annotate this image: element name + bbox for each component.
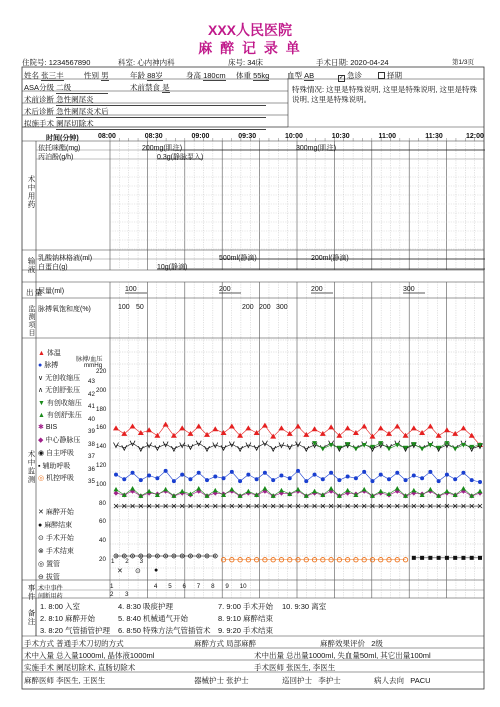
pulse-point	[437, 479, 441, 483]
elective-checkbox[interactable]: 择期	[378, 70, 402, 81]
marker-anes-end: ●	[154, 567, 159, 574]
timeline-label: 时间(分钟)	[46, 135, 79, 142]
pulse-point	[420, 476, 424, 480]
asa-grade: ASA分级 二级	[24, 82, 108, 94]
legend-op-end: ⊗ 手术结束	[38, 548, 74, 555]
temp-point	[130, 424, 136, 429]
med-propofol-dose: 0.3g(静脉泵入)	[157, 154, 204, 161]
pulse-point	[114, 473, 118, 477]
sbp-i-point	[345, 488, 350, 493]
assist-point	[437, 556, 441, 560]
bp-axis-tick: 20	[99, 556, 106, 563]
timeline-tick: 10:00	[285, 133, 303, 140]
pulse-point	[172, 479, 176, 483]
fluid-ringer: 乳酸钠林格液(ml)	[38, 255, 93, 262]
pulse-point	[255, 477, 259, 481]
pre-diagnosis: 术前诊断 急性阑尾炎	[24, 94, 266, 106]
spont-point-dot	[165, 555, 167, 557]
event-marker: 8	[211, 583, 215, 590]
sbp-i-point	[262, 486, 267, 491]
pulse-point	[197, 471, 201, 475]
sbp-i-point	[229, 487, 234, 492]
temp-point	[221, 430, 227, 435]
events-interval: 间断用药	[38, 593, 63, 600]
pulse-point	[362, 470, 366, 474]
spo2-value-5: 300	[276, 304, 288, 311]
events-num-3: 3	[125, 591, 129, 598]
pulse-point	[147, 474, 151, 478]
timeline-tick: 11:00	[378, 133, 397, 140]
footer-surgeon: 手术医师 张医生, 李医生	[254, 663, 336, 672]
event-marker: 3	[139, 558, 144, 565]
assist-point	[470, 556, 474, 560]
med-etomidate-dose1: 200mg(肌注)	[142, 145, 183, 152]
med-etomidate: 依托咪酯(mg)	[38, 145, 81, 152]
blood-type: 血型 AB	[287, 71, 315, 80]
dbp-i-point	[387, 447, 392, 452]
pulse-point	[304, 479, 308, 483]
temp-point	[411, 425, 417, 430]
pulse-point	[222, 476, 226, 480]
legend-extub: ⊖ 拔管	[38, 574, 60, 581]
sbp-i-point	[296, 487, 301, 492]
legend-intub: ◎ 置管	[38, 561, 61, 568]
sbp-i-point	[387, 492, 392, 497]
temp-point	[452, 431, 458, 436]
pulse-point	[412, 474, 416, 478]
temp-point	[444, 427, 450, 432]
emergency-checkbox[interactable]: ✓ 急诊	[339, 71, 362, 81]
record-title: 麻 醉 记 录 单	[198, 40, 302, 56]
sbp-i-point	[130, 486, 135, 491]
marker-op-start: ⊙	[135, 568, 141, 575]
post-diagnosis: 术后诊断 急性阑尾炎术后	[24, 106, 266, 118]
section-remarks: 备注	[27, 609, 36, 626]
urine-value-3: 200	[311, 286, 323, 293]
section-events: 事件	[27, 584, 36, 601]
bp-axis-tick: 80	[99, 499, 106, 507]
legend-bis: ✱ BIS	[38, 424, 58, 431]
pulse-point	[139, 478, 143, 482]
assist-point	[412, 556, 416, 560]
hospital-name: XXX人民医院	[207, 22, 292, 38]
admission-no: 住院号: 1234567890	[22, 58, 91, 67]
section-output: 出量	[26, 288, 43, 297]
footer-output: 术中出量 总出量1000ml, 失血量50ml, 其它出量100ml	[254, 651, 431, 660]
footer-intake: 术中入量 总入量1000ml, 晶体液1000ml	[24, 651, 155, 660]
temp-axis-tick: 36	[88, 465, 95, 473]
footer-inst-nurse: 器械护士 张护士	[194, 676, 249, 685]
med-propofol: 丙泊酚(g/h)	[38, 154, 74, 161]
special-notes: 特殊情况: 这里是特殊说明, 这里是特殊说明, 这里是特殊说明, 这里是特殊说明。	[292, 85, 478, 104]
sbp-i-point	[478, 489, 483, 494]
sbp-i-point	[279, 488, 284, 493]
pulse-point	[428, 470, 432, 474]
timeline-tick: 11:30	[425, 133, 443, 140]
fluid-ringer-dose2: 200ml(静滴)	[311, 255, 349, 262]
remark-item: 7. 9:00 手术开始	[218, 602, 274, 611]
pulse-point	[404, 478, 408, 482]
temp-point	[345, 425, 351, 430]
pulse-point	[230, 470, 234, 474]
surgery-date: 手术日期: 2020-04-24	[316, 58, 389, 67]
temp-axis-tick: 38	[88, 440, 95, 448]
temp-point	[229, 424, 235, 429]
dbp-i-point	[329, 443, 334, 448]
temp-point	[295, 424, 301, 429]
timeline-tick: 08:30	[144, 133, 163, 140]
footer-actual: 实施手术 阑尾切除术, 直肠切除术	[24, 663, 136, 672]
remark-item: 2. 8:10 麻醉开始	[40, 614, 96, 623]
event-marker: 9	[225, 583, 229, 590]
pulse-point	[395, 471, 399, 475]
pulse-point	[387, 477, 391, 481]
patient-sex: 性别 男	[84, 71, 109, 80]
temp-point	[320, 431, 326, 436]
assist-point	[478, 556, 482, 560]
footer-method: 手术方式 普通手术刀切的方式	[24, 639, 124, 648]
timeline-tick: 10:30	[331, 133, 350, 140]
pulse-point	[321, 477, 325, 481]
planned-surgery: 拟施手术 阑尾切除术	[24, 118, 266, 130]
temp-point	[154, 433, 160, 438]
event-marker: 2	[125, 558, 129, 565]
temp-point	[328, 424, 334, 429]
pulse-point	[155, 476, 159, 480]
temp-axis-tick: 37	[88, 453, 95, 460]
legend-assist: ▪ 辅助呼吸	[38, 463, 71, 470]
sbp-i-point	[411, 488, 416, 493]
urine-label: 尿量(ml)	[38, 288, 65, 295]
sbp-i-point	[180, 489, 185, 494]
legend-spont: ◉ 自主呼吸	[38, 450, 75, 457]
section-infusion: 输液	[27, 257, 36, 274]
sbp-i-point	[378, 489, 383, 494]
sbp-i-point	[362, 487, 367, 492]
footer-circ-nurse: 巡回护士 李护士	[282, 676, 341, 685]
temp-point	[394, 424, 400, 429]
events-intraop: 术中事件	[38, 585, 63, 592]
page-number: 第1/3页	[452, 59, 475, 66]
patient-height: 身高 180cm	[186, 71, 226, 80]
event-marker: 7	[196, 583, 201, 590]
pulse-point	[337, 478, 341, 482]
pulse-point	[379, 473, 383, 477]
spo2-value-4: 200	[259, 304, 271, 311]
sbp-i-point	[461, 486, 466, 491]
dbp-i-point	[395, 443, 400, 448]
sbp-i-point	[428, 487, 433, 492]
legend-cvp: ◆ 中心静脉压	[38, 437, 81, 444]
temp-point	[361, 424, 367, 429]
spont-point-dot	[140, 555, 142, 557]
pulse-point	[478, 480, 482, 484]
pulse-point	[370, 479, 374, 483]
assist-point	[461, 556, 465, 560]
temp-point	[460, 425, 466, 430]
assist-point	[428, 556, 432, 560]
temp-point	[278, 425, 284, 430]
bp-axis-tick: 220	[96, 368, 107, 375]
temp-point	[427, 424, 433, 429]
patient-age: 年龄 88岁	[130, 71, 163, 80]
urine-value-2: 200	[219, 286, 231, 293]
spo2-value-1: 100	[118, 304, 130, 311]
footer-eval: 麻醉效果评价 2级	[320, 639, 383, 648]
footer-anes-dr: 麻醉医师 李医生, 王医生	[24, 676, 106, 685]
sbp-i-point	[213, 488, 218, 493]
temp-point	[212, 426, 218, 431]
temp-axis-tick: 35	[88, 478, 95, 485]
sbp-i-point	[246, 489, 251, 494]
pulse-point	[246, 473, 250, 477]
pulse-point	[122, 477, 126, 481]
sbp-i-point	[196, 486, 201, 491]
spont-point-dot	[148, 555, 150, 557]
spont-point-dot	[214, 555, 216, 557]
section-medication: 术中用药	[27, 175, 36, 209]
bp-axis-tick: 160	[96, 424, 107, 432]
bp-axis-tick: 60	[99, 518, 106, 526]
spont-point-dot	[181, 555, 183, 557]
sbp-i-point	[163, 487, 168, 492]
med-etomidate-dose2: 300mg(肌注)	[296, 145, 337, 152]
legend-unit: mmHg	[84, 362, 103, 369]
legend-anes-end: ● 麻醉结束	[38, 522, 73, 529]
pulse-point	[213, 474, 217, 478]
spont-point-dot	[190, 555, 192, 557]
remark-item: 1. 8:00 入室	[40, 602, 81, 611]
pulse-point	[313, 473, 317, 477]
dbp-i-point	[420, 447, 425, 452]
remark-item: 9. 9:20 手术结束	[218, 626, 274, 635]
assist-point	[445, 556, 449, 560]
temp-point	[146, 427, 152, 432]
timeline-tick: 12:00	[466, 133, 484, 140]
bp-axis-tick: 180	[96, 405, 107, 413]
events-num-1: 1	[110, 583, 114, 590]
dbp-i-point	[320, 447, 325, 452]
pulse-point	[263, 471, 267, 475]
pulse-point	[288, 476, 292, 480]
remark-item: 3. 8:20 气管插管护理	[40, 626, 111, 635]
temp-point	[163, 422, 169, 427]
event-marker: 1	[111, 558, 115, 565]
pulse-point	[470, 478, 474, 482]
spo2-value-3: 200	[242, 304, 254, 311]
temp-point	[113, 425, 119, 430]
bp-axis-tick: 120	[96, 462, 107, 469]
legend-anes-start: ✕ 麻醉开始	[38, 509, 74, 516]
urine-value-4: 300	[403, 286, 415, 293]
remark-item: 6. 8:50 特殊方法气管插管术	[118, 626, 211, 635]
timeline-tick: 09:30	[238, 133, 257, 140]
bed-no: 床号: 34床	[228, 58, 264, 67]
temp-point	[196, 424, 202, 429]
temp-axis-tick: 43	[88, 378, 95, 385]
sbp-i-point	[329, 486, 334, 491]
department: 科室: 心内神内科	[118, 58, 175, 67]
footer-destination: 病人去向 PACU	[374, 676, 431, 685]
marker-anes-start: ✕	[117, 568, 123, 575]
pulse-point	[164, 469, 168, 473]
bp-axis-tick: 40	[99, 537, 106, 545]
bp-axis-tick: 140	[96, 443, 107, 451]
assist-point	[453, 556, 457, 560]
legend-dbp-i: ▲ 有创舒张压	[38, 412, 82, 419]
temp-point	[262, 423, 268, 428]
legend-pulse: ● 脉搏	[38, 362, 59, 369]
pulse-point	[238, 479, 242, 483]
legend-pulse-bp: 脉搏/血压	[76, 356, 103, 363]
timeline-tick: 09:00	[191, 133, 210, 140]
event-marker: 10	[239, 583, 247, 590]
pulse-point	[346, 474, 350, 478]
bp-axis-tick: 200	[96, 386, 107, 394]
pulse-point	[279, 474, 283, 478]
spont-point-dot	[123, 555, 125, 557]
bp-axis-tick: 100	[96, 480, 107, 488]
pulse-point	[131, 471, 135, 475]
sbp-i-point	[444, 489, 449, 494]
legend-sbp-i: ▼ 有创收缩压	[38, 400, 82, 407]
section-vitals: 术中监测	[27, 450, 36, 484]
sbp-i-point	[147, 489, 152, 494]
assist-point	[420, 556, 424, 560]
pulse-point	[354, 476, 358, 480]
temp-point	[353, 430, 359, 435]
sbp-i-point	[312, 489, 317, 494]
legend-temp: ▲ 体温	[38, 350, 61, 357]
event-marker: 6	[182, 583, 186, 590]
pulse-point	[180, 473, 184, 477]
temp-axis-tick: 40	[88, 415, 95, 423]
timeline-tick: 08:00	[98, 133, 116, 140]
event-marker: 5	[168, 583, 172, 590]
remark-item: 8. 9:10 麻醉结束	[218, 614, 274, 623]
dbp-i-point	[353, 447, 358, 452]
legend-op-start: ⊙ 手术开始	[38, 535, 74, 542]
pulse-point	[453, 477, 457, 481]
legend-mech: ◎ 机控呼吸	[38, 475, 75, 482]
fluid-albumin: 白蛋白(g)	[38, 264, 68, 271]
legend-sbp-ni: ∨ 无创收缩压	[38, 375, 81, 382]
dbp-i-point	[453, 447, 458, 452]
spont-point-dot	[198, 555, 200, 557]
spont-point-dot	[132, 555, 134, 557]
legend-dbp-ni: ∧ 无创舒张压	[38, 387, 81, 394]
sbp-i-point	[395, 486, 400, 491]
pulse-point	[329, 471, 333, 475]
remark-item: 4. 8:30 吸痰护理	[118, 602, 174, 611]
temp-axis-tick: 42	[88, 390, 95, 398]
sbp-i-point	[114, 487, 119, 492]
pulse-point	[445, 473, 449, 477]
temp-point	[245, 425, 251, 430]
footer-anes-method: 麻醉方式 局部麻醉	[194, 639, 257, 648]
temp-point	[312, 426, 318, 431]
remark-item: 10. 9:30 离室	[282, 602, 327, 611]
spo2-value-2: 50	[136, 304, 144, 311]
temp-point	[378, 425, 384, 430]
fasting: 术前禁食 是	[130, 83, 170, 92]
sbp-i-point	[188, 492, 193, 497]
temp-axis-tick: 41	[88, 403, 95, 410]
section-monitor: 监测项目	[28, 305, 35, 337]
spo2-label: 脉搏氧饱和度(%)	[38, 306, 91, 313]
temp-axis-tick: 39	[88, 428, 95, 435]
event-marker: 4	[153, 583, 158, 590]
temp-point	[419, 430, 425, 435]
pulse-point	[188, 477, 192, 481]
patient-weight: 体重 55kg	[236, 71, 270, 80]
spont-point-dot	[206, 555, 208, 557]
events-num-2: 2	[110, 591, 114, 598]
patient-name: 姓名 张三丰	[24, 71, 64, 80]
urine-value-1: 100	[125, 286, 137, 293]
fluid-albumin-dose: 10g(静滴)	[157, 264, 188, 271]
remark-item: 5. 8:40 机械通气开始	[118, 614, 189, 623]
spont-point-dot	[115, 555, 117, 557]
spont-point-dot	[157, 555, 159, 557]
pulse-point	[461, 471, 465, 475]
pulse-point	[205, 478, 209, 482]
spont-point-dot	[173, 555, 175, 557]
fluid-ringer-dose1: 500ml(静滴)	[219, 255, 257, 262]
temp-point	[179, 425, 185, 430]
pulse-point	[296, 469, 300, 473]
pulse-point	[271, 478, 275, 482]
